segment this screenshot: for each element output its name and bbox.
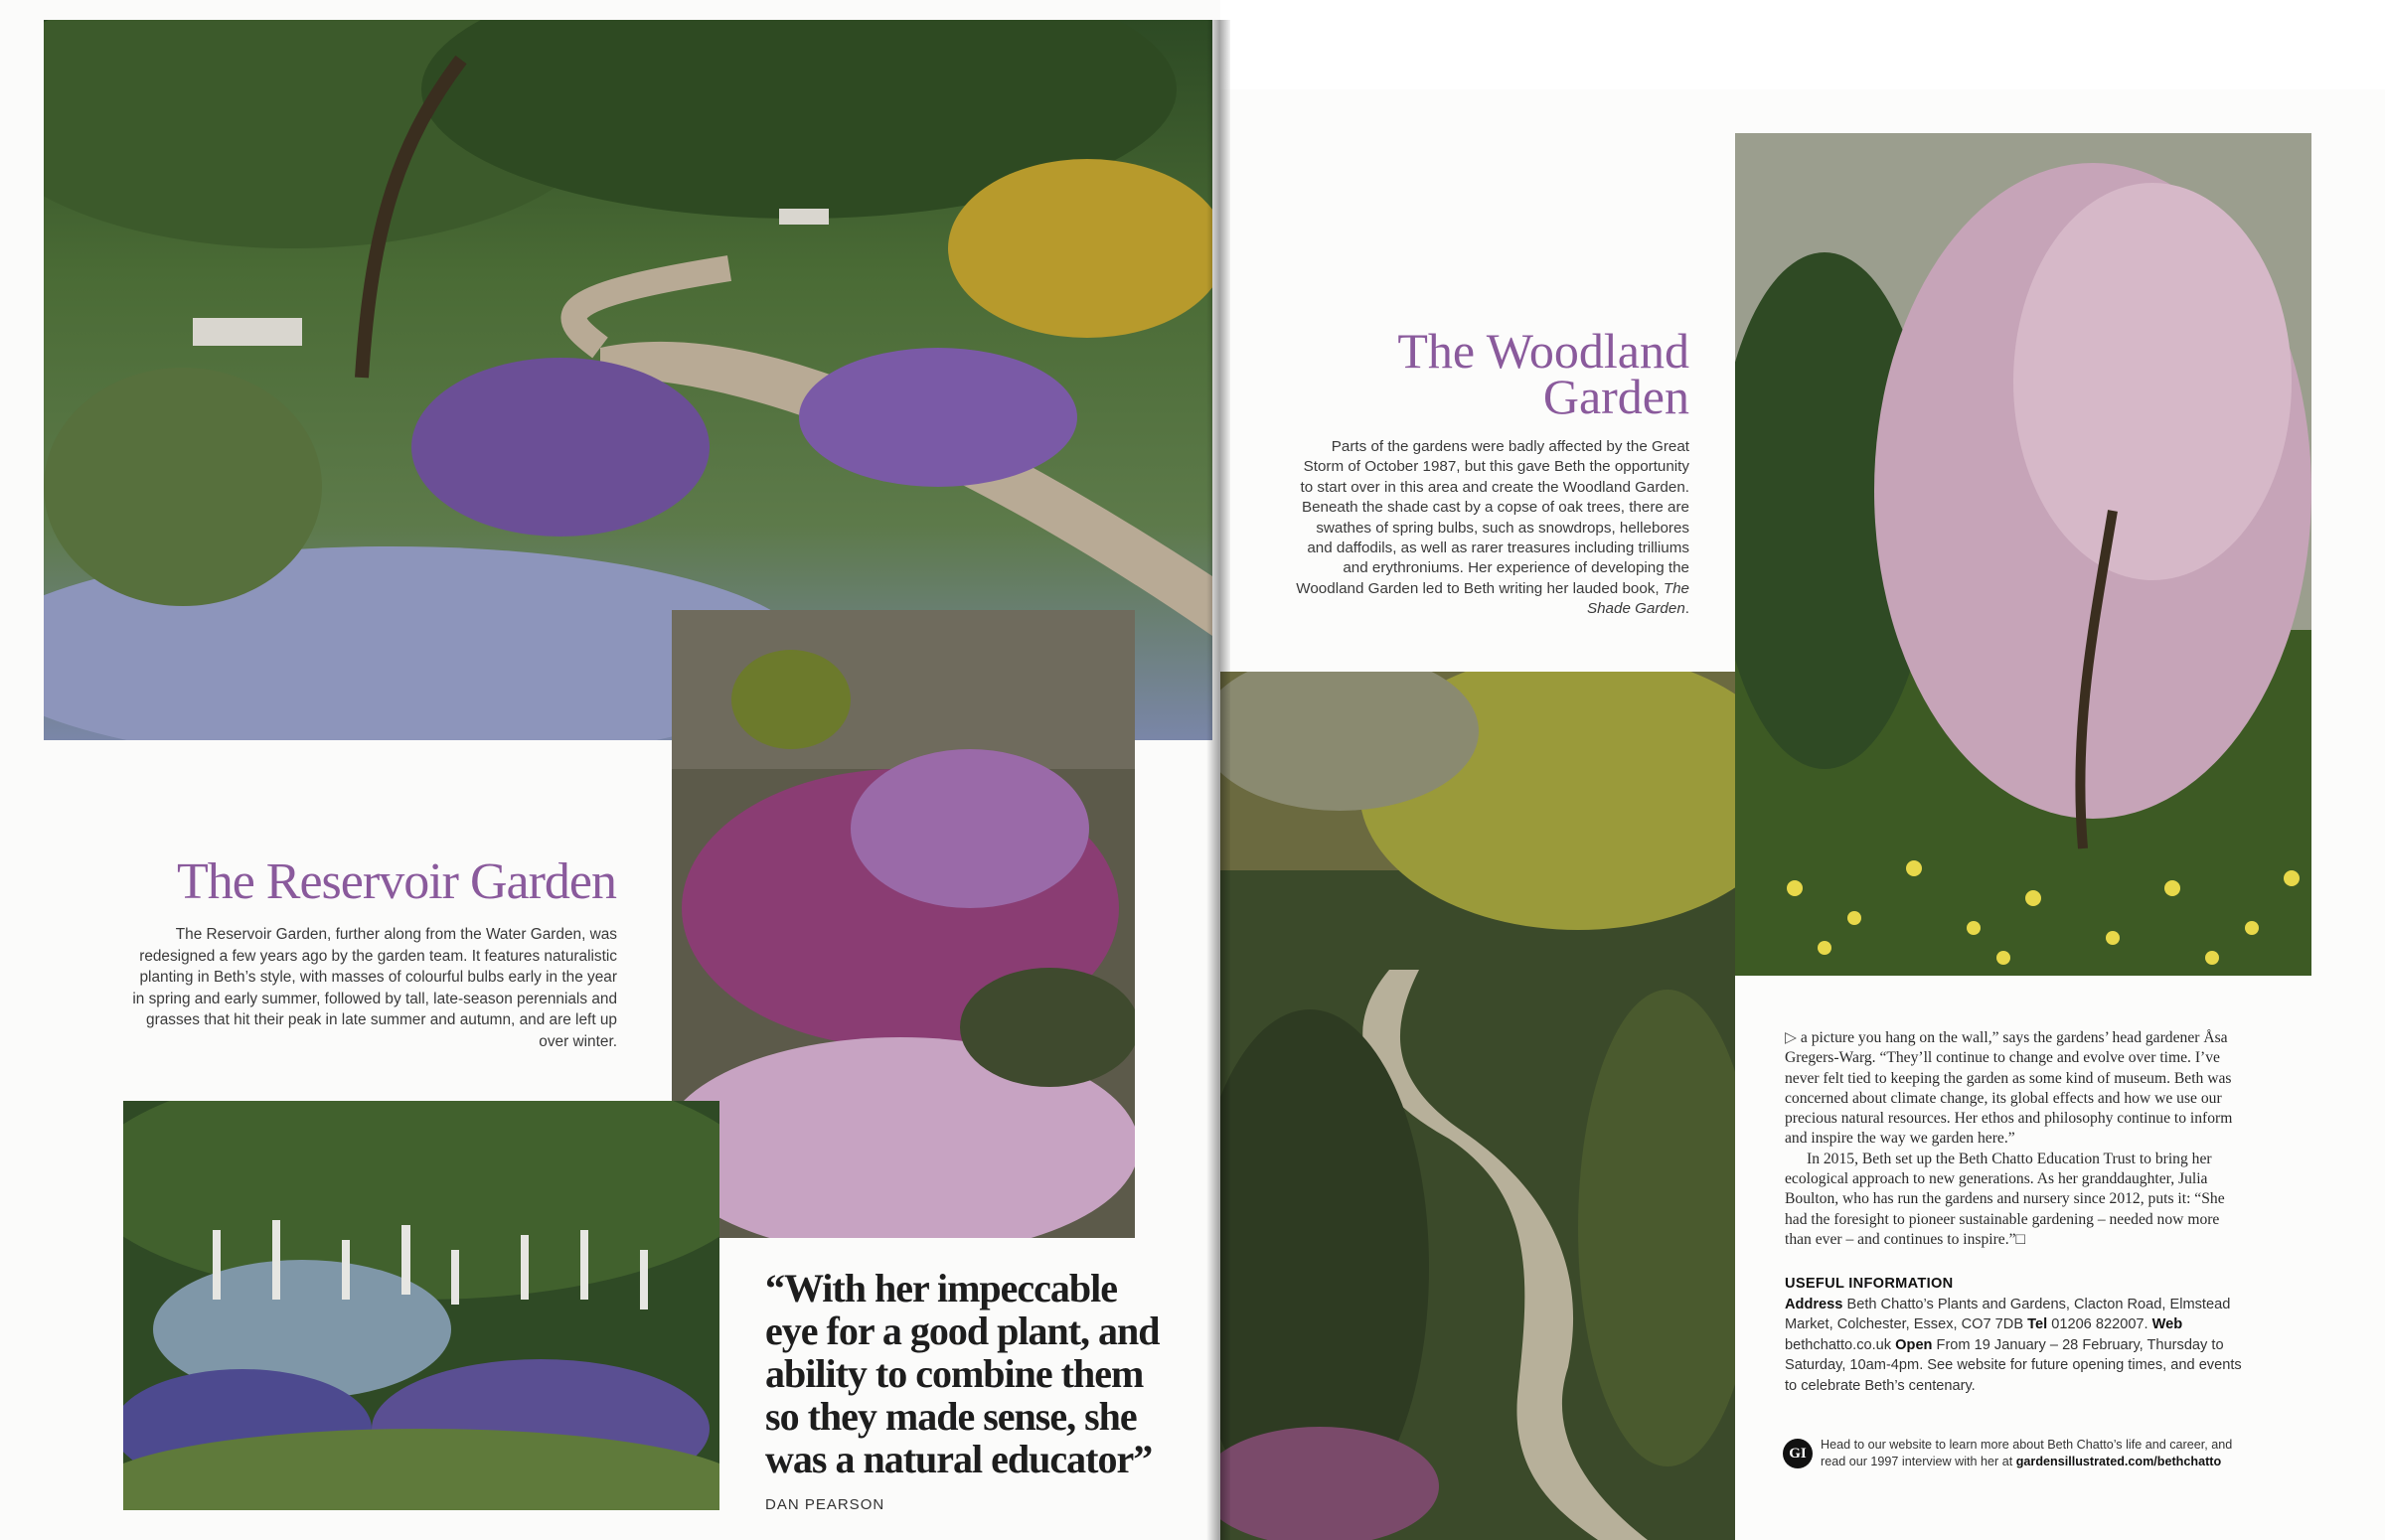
blossom-tree-daffodils-photo [1735,133,2311,976]
web-value[interactable]: bethchatto.co.uk [1785,1336,1892,1353]
woodland-book-title: The Shade Garden [1586,579,1689,618]
pull-quote-author: DAN PEARSON [765,1496,885,1513]
reservoir-garden-title: The Reservoir Garden [176,853,616,910]
woodland-title-line2: Garden [1542,369,1689,424]
pull-quote: “With her impeccable eye for a good plant, and ability to combine them so they made sense, she was a natural educator” [765,1266,1160,1481]
phlox-flowers-photo [672,610,1135,1238]
website-promo-link[interactable]: gardensillustrated.com/bethchatto [2015,1455,2222,1468]
web-label: Web [2151,1316,2183,1332]
woodland-garden-title [1272,323,1689,424]
white-spires-border-photo [123,1101,719,1510]
address-value: Beth Chatto’s Plants and Gardens, Clacton Road, Elmstead Market, Colchester, Essex, CO7 7DB [1785,1296,2231,1332]
article-paragraph-1 [1785,1028,2242,1150]
open-label: Open [1895,1336,1933,1353]
woodland-body-text: Parts of the gardens were badly affected by the Great Storm of October 1987, but this gave Beth the opportunity to start over in this area and create the Woodland Garden. Beneath the shade cast by a copse of oak trees, there are swathes of spring bulbs, such as snowdrops, hellebores and daffodils, as well as rarer treasures including trilliums and erythroniums. Her experience of developing the Woodland Garden led to Beth writing her lauded book, [1296,438,1689,597]
article-paragraph-2 [1785,1150,2242,1250]
tel-label: Tel [2027,1316,2048,1332]
woodland-title-line1: The Woodland [1397,323,1689,379]
article-paragraph-1-text: a picture you hang on the wall,” says the gardens’ head gardener Åsa Gregers-Warg. “They’ll continue to change and evolve over time. I’ve never felt tied to keeping the garden as some kind of museum. Beth was concerned about climate change, its global effects and how we use our precious natural resources. Her ethos and philosophy continue to inform and inspire the way we garden here.” [1785,1029,2233,1148]
article-body-continued [1785,1028,2242,1250]
useful-information-heading: USEFUL INFORMATION [1785,1276,1954,1292]
woodland-path-photo [1220,672,1735,1540]
website-promo-body: Head to our website to learn more about Beth Chatto’s life and career, and read our 1997 interview with her at [1821,1438,2233,1468]
article-paragraph-2-text: In 2015, Beth set up the Beth Chatto Education Trust to bring her ecological approach to new generations. As her granddaughter, Julia Boulton, who has run the gardens and nursery since 2012, puts it: “She had the foresight to pioneer sustainable gardening – needed now more than ever – and continues to inspire.” [1785,1150,2225,1248]
website-promo [1783,1437,2240,1476]
address-label: Address [1785,1296,1843,1312]
gardens-illustrated-logo: GI [1783,1439,1813,1468]
open-value: From 19 January – 28 February, Thursday to Saturday, 10am-4pm. See website for future opening times, and events to celebrate Beth’s centenary. [1785,1336,2242,1394]
continue-arrow-icon: ▷ [1785,1029,1797,1046]
website-promo-text [1821,1437,2238,1470]
tel-value: 01206 822007. [2051,1316,2148,1332]
woodland-body-end: . [1684,600,1689,618]
woodland-garden-body [1292,437,1689,620]
reservoir-garden-body: The Reservoir Garden, further along from the Water Garden, was redesigned a few years ago by the garden team. It features naturalistic planting in Beth’s style, with masses of colourful bulbs early in the year in spring and early summer, followed by tall, late-season perennials and grasses that hit their peak in late summer and autumn, and are left up over winter. [132,926,617,1050]
useful-information-details [1785,1295,2242,1397]
end-mark-icon: □ [2015,1230,2025,1248]
page-gutter-shadow [1206,20,1230,1540]
useful-information-box [1785,1274,2242,1396]
